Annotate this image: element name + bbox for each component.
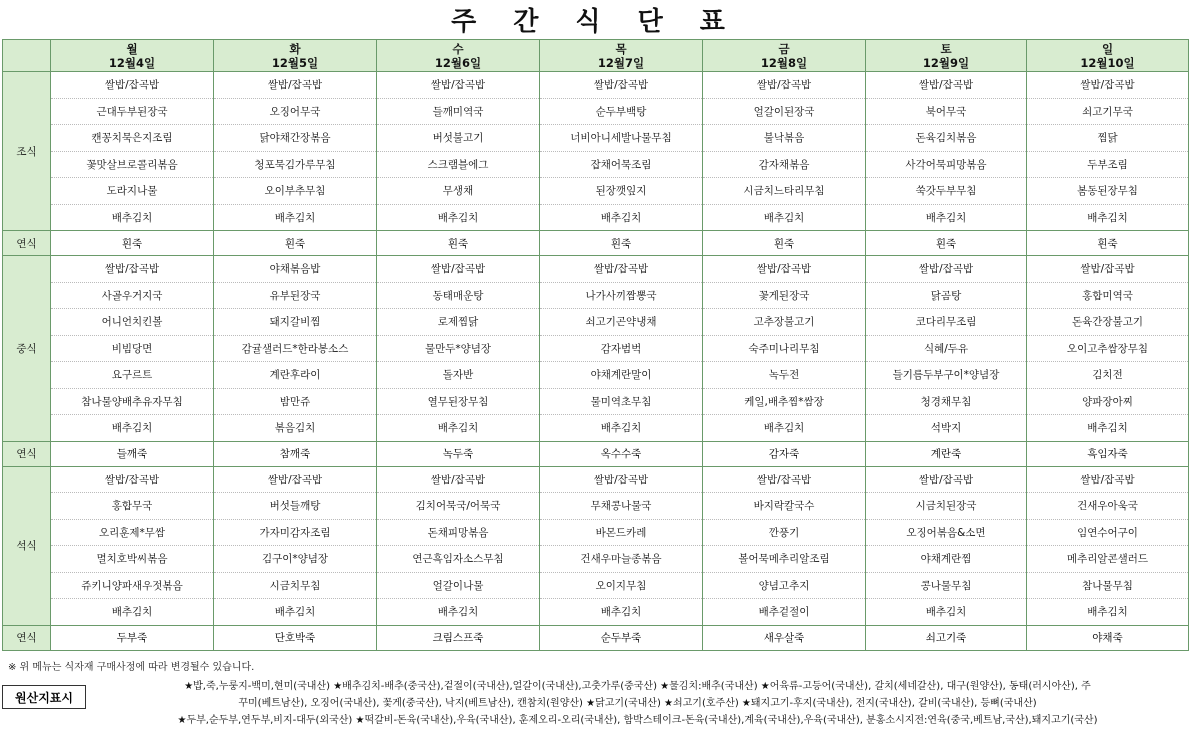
snack-item: 흰죽 [1027,231,1189,256]
menu-item: 배추김치 [377,599,540,626]
snack-label: 연식 [3,441,51,466]
day-date: 12월4일 [108,55,156,70]
snack-item: 흰죽 [51,231,214,256]
menu-item: 오이고추쌈장무침 [1027,335,1189,362]
menu-item: 쌀밥/잡곡밥 [377,256,540,283]
dinner-row [3,599,1189,626]
menu-item: 양념고추지 [703,572,866,599]
menu-item: 연근흑임자소스무침 [377,546,540,573]
day-name: 월 [126,41,138,56]
menu-item: 쌀밥/잡곡밥 [866,72,1027,99]
menu-item: 야채계란말이 [540,362,703,389]
menu-item: 배추김치 [540,599,703,626]
origin-line: ★밥,죽,누룽지-백미,현미(국내산) ★배추김치-배추(중국산),겉절이(국내산),얼갈이(국내산),고춧가루(중국산) ★물김치:배추(국내산) ★어육류-고등어(국내산), 갈치(세네갈산), 대구(원양산), 동태(러시아산), 주 [184,681,1091,692]
menu-item: 쇠고기곤약냉채 [540,309,703,336]
menu-item: 바지락칼국수 [703,493,866,520]
menu-item: 야채계란찜 [866,546,1027,573]
dinner-row [3,546,1189,573]
menu-item: 닭곰탕 [866,282,1027,309]
menu-item: 쌀밥/잡곡밥 [1027,72,1189,99]
menu-item: 시금치느타리무침 [703,178,866,205]
menu-item: 배추김치 [377,204,540,231]
menu-item: 쌀밥/잡곡밥 [866,256,1027,283]
day-name: 화 [289,41,301,56]
day-header [540,40,703,72]
menu-item: 무생채 [377,178,540,205]
menu-item: 사골우거지국 [51,282,214,309]
menu-item: 사각어묵피망볶음 [866,151,1027,178]
snack-row [3,441,1189,466]
menu-item: 배추김치 [703,415,866,442]
origin-line: 꾸미(베트남산), 오징어(국내산), 꽃게(중국산), 낙지(베트남산), 캔참치(원양산) ★닭고기(국내산) ★쇠고기(호주산) ★돼지고기-후지(국내산), 전지(국내산), 갈비(국내산), 등뼈(국내산) [238,698,1037,709]
page-title: 주 간 식 단 표 [451,6,739,37]
menu-item: 쌀밥/잡곡밥 [214,466,377,493]
menu-item: 배추김치 [540,204,703,231]
menu-item: 돼지갈비찜 [214,309,377,336]
menu-item: 오이부추무침 [214,178,377,205]
menu-item: 돌자반 [377,362,540,389]
menu-item: 배추김치 [1027,415,1189,442]
lunch-row [3,256,1189,283]
lunch-row [3,362,1189,389]
menu-item: 쌀밥/잡곡밥 [866,466,1027,493]
menu-item: 쌀밥/잡곡밥 [377,466,540,493]
menu-item: 열무된장무침 [377,388,540,415]
menu-item: 두부조림 [1027,151,1189,178]
menu-item: 석박지 [866,415,1027,442]
menu-item: 불낙볶음 [703,125,866,152]
snack-item: 흰죽 [540,231,703,256]
breakfast-row [3,151,1189,178]
menu-item: 돈채피망볶음 [377,519,540,546]
snack-row [3,625,1189,650]
menu-item: 비빔당면 [51,335,214,362]
day-date: 12월8일 [760,55,808,70]
menu-item: 쌀밥/잡곡밥 [214,72,377,99]
day-header [1027,40,1189,72]
menu-item: 가자미감자조림 [214,519,377,546]
menu-item: 배추김치 [214,599,377,626]
menu-item: 봄동된장무침 [1027,178,1189,205]
menu-item: 쌀밥/잡곡밥 [540,466,703,493]
menu-item: 도라지나물 [51,178,214,205]
menu-item: 스크램블에그 [377,151,540,178]
snack-item: 참깨죽 [214,441,377,466]
menu-item: 양파장아찌 [1027,388,1189,415]
breakfast-row [3,204,1189,231]
snack-label: 연식 [3,625,51,650]
breakfast-row [3,72,1189,99]
lunch-row [3,282,1189,309]
breakfast-label: 조식 [3,72,51,231]
menu-item: 배추김치 [703,204,866,231]
day-name: 토 [940,41,952,56]
day-date: 12월5일 [271,55,319,70]
snack-item: 흑임자죽 [1027,441,1189,466]
menu-item: 김치전 [1027,362,1189,389]
menu-item: 동태매운탕 [377,282,540,309]
menu-item: 나가사끼짬뽕국 [540,282,703,309]
menu-item: 쇠고기무국 [1027,98,1189,125]
menu-item: 쥬키니양파새우젓볶음 [51,572,214,599]
snack-item: 들깨죽 [51,441,214,466]
menu-item: 쌀밥/잡곡밥 [703,256,866,283]
menu-item: 쌀밥/잡곡밥 [1027,466,1189,493]
menu-item: 볶음김치 [214,415,377,442]
menu-item: 배추김치 [51,415,214,442]
menu-item: 돈육김치볶음 [866,125,1027,152]
dinner-row [3,493,1189,520]
origin-label: 원산지표시 [2,685,86,709]
menu-item: 캔꽁치묵은지조림 [51,125,214,152]
menu-item: 케일,배추찜*쌈장 [703,388,866,415]
menu-item: 배추김치 [1027,204,1189,231]
snack-item: 옥수수죽 [540,441,703,466]
dinner-row [3,519,1189,546]
menu-item: 들깨미역국 [377,98,540,125]
snack-item: 계란죽 [866,441,1027,466]
snack-item: 흰죽 [377,231,540,256]
menu-item: 배추김치 [51,204,214,231]
menu-item: 배추겉절이 [703,599,866,626]
breakfast-row [3,98,1189,125]
day-header [377,40,540,72]
menu-item: 쌀밥/잡곡밥 [1027,256,1189,283]
origin-info [90,678,1185,729]
menu-item: 잡채어묵조림 [540,151,703,178]
menu-item: 깐풍기 [703,519,866,546]
menu-item: 어니언치킨볼 [51,309,214,336]
menu-item: 닭야채간장볶음 [214,125,377,152]
menu-item: 오징어무국 [214,98,377,125]
breakfast-row [3,125,1189,152]
menu-item: 배추김치 [214,204,377,231]
menu-item: 된장깻잎지 [540,178,703,205]
snack-item: 감자죽 [703,441,866,466]
menu-item: 감귤샐러드*한라봉소스 [214,335,377,362]
menu-item: 배추김치 [51,599,214,626]
origin-line: ★두부,순두부,연두부,비지-대두(외국산) ★떡갈비-돈육(국내산),우육(국내산), 훈제오리-오리(국내산), 함박스테이크-돈육(국내산),계육(국내산),우육(국내산), 분홍소시지전:연육(중국,베트남,국산),돼지고기(국산) [177,715,1098,726]
menu-item: 물미역초무침 [540,388,703,415]
snack-item: 새우살죽 [703,625,866,650]
day-name: 금 [778,41,790,56]
menu-item: 쑥갓두부무침 [866,178,1027,205]
menu-item: 배추김치 [866,599,1027,626]
day-header [703,40,866,72]
snack-item: 크림스프죽 [377,625,540,650]
menu-item: 녹두전 [703,362,866,389]
menu-item: 건새우마늘종볶음 [540,546,703,573]
menu-item: 시금치무침 [214,572,377,599]
menu-item: 계란후라이 [214,362,377,389]
menu-item: 북어무국 [866,98,1027,125]
snack-row [3,231,1189,256]
menu-item: 야채볶음밥 [214,256,377,283]
menu-item: 순두부백탕 [540,98,703,125]
menu-item: 참나물양배추유자무침 [51,388,214,415]
menu-item: 청포묵김가루무침 [214,151,377,178]
header-corner [3,40,51,72]
menu-item: 돈육간장불고기 [1027,309,1189,336]
lunch-row [3,388,1189,415]
menu-item: 멸치호박씨볶음 [51,546,214,573]
weekly-menu-table [2,39,1189,651]
menu-item: 들기름두부구이*양념장 [866,362,1027,389]
menu-item: 요구르트 [51,362,214,389]
menu-change-note: ※ 위 메뉴는 식자재 구매사정에 따라 변경될수 있습니다. [8,662,255,673]
lunch-row [3,415,1189,442]
menu-item: 배추김치 [377,415,540,442]
lunch-row [3,335,1189,362]
menu-item: 볼어묵메추리알조림 [703,546,866,573]
menu-item: 메추리알콘샐러드 [1027,546,1189,573]
menu-item: 밤만쥬 [214,388,377,415]
menu-item: 식혜/두유 [866,335,1027,362]
snack-item: 흰죽 [866,231,1027,256]
menu-item: 너비아니세발나물무침 [540,125,703,152]
snack-item: 단호박죽 [214,625,377,650]
menu-item: 김구이*양념장 [214,546,377,573]
menu-item: 임연수어구이 [1027,519,1189,546]
menu-item: 배추김치 [1027,599,1189,626]
menu-item: 홍합무국 [51,493,214,520]
menu-item: 버섯들깨탕 [214,493,377,520]
dinner-row [3,466,1189,493]
snack-label: 연식 [3,231,51,256]
menu-item: 꽃맛살브로콜리볶음 [51,151,214,178]
menu-item: 쌀밥/잡곡밥 [51,466,214,493]
menu-item: 쌀밥/잡곡밥 [377,72,540,99]
menu-item: 배추김치 [866,204,1027,231]
menu-item: 근대두부된장국 [51,98,214,125]
snack-item: 두부죽 [51,625,214,650]
menu-item: 버섯불고기 [377,125,540,152]
day-name: 일 [1101,41,1114,56]
menu-item: 배추김치 [540,415,703,442]
day-date: 12월6일 [434,55,482,70]
snack-item: 흰죽 [703,231,866,256]
menu-item: 콩나물무침 [866,572,1027,599]
menu-item: 쌀밥/잡곡밥 [51,256,214,283]
day-date: 12월10일 [1080,55,1135,70]
menu-item: 쌀밥/잡곡밥 [540,72,703,99]
menu-item: 물만두*양념장 [377,335,540,362]
menu-item: 얼갈이된장국 [703,98,866,125]
snack-item: 흰죽 [214,231,377,256]
menu-item: 참나물무침 [1027,572,1189,599]
snack-item: 녹두죽 [377,441,540,466]
menu-item: 오징어볶음&소면 [866,519,1027,546]
snack-item: 쇠고기죽 [866,625,1027,650]
day-header [214,40,377,72]
snack-item: 순두부죽 [540,625,703,650]
menu-item: 꽃게된장국 [703,282,866,309]
menu-item: 김치어묵국/어묵국 [377,493,540,520]
day-name: 목 [615,41,627,56]
menu-item: 감자범벅 [540,335,703,362]
menu-item: 건새우아욱국 [1027,493,1189,520]
day-name: 수 [452,41,464,56]
day-header-row [3,40,1189,72]
menu-item: 무채콩나물국 [540,493,703,520]
menu-item: 쌀밥/잡곡밥 [703,466,866,493]
day-date: 12월7일 [597,55,645,70]
menu-item: 오리훈제*무쌈 [51,519,214,546]
menu-item: 얼갈이나물 [377,572,540,599]
menu-item: 유부된장국 [214,282,377,309]
menu-item: 고추장불고기 [703,309,866,336]
menu-item: 숙주미나리무침 [703,335,866,362]
menu-item: 오이지무침 [540,572,703,599]
menu-item: 시금치된장국 [866,493,1027,520]
snack-item: 야채죽 [1027,625,1189,650]
menu-item: 찜닭 [1027,125,1189,152]
breakfast-row [3,178,1189,205]
menu-item: 코다리무조림 [866,309,1027,336]
menu-item: 쌀밥/잡곡밥 [51,72,214,99]
menu-item: 홍합미역국 [1027,282,1189,309]
day-date: 12월9일 [922,55,970,70]
menu-item: 로제찜닭 [377,309,540,336]
menu-item: 쌀밥/잡곡밥 [540,256,703,283]
menu-item: 감자채볶음 [703,151,866,178]
dinner-label: 석식 [3,466,51,625]
lunch-label: 중식 [3,256,51,442]
day-header [51,40,214,72]
dinner-row [3,572,1189,599]
menu-item: 바몬드카레 [540,519,703,546]
lunch-row [3,309,1189,336]
menu-item: 쌀밥/잡곡밥 [703,72,866,99]
day-header [866,40,1027,72]
menu-item: 청경채무침 [866,388,1027,415]
